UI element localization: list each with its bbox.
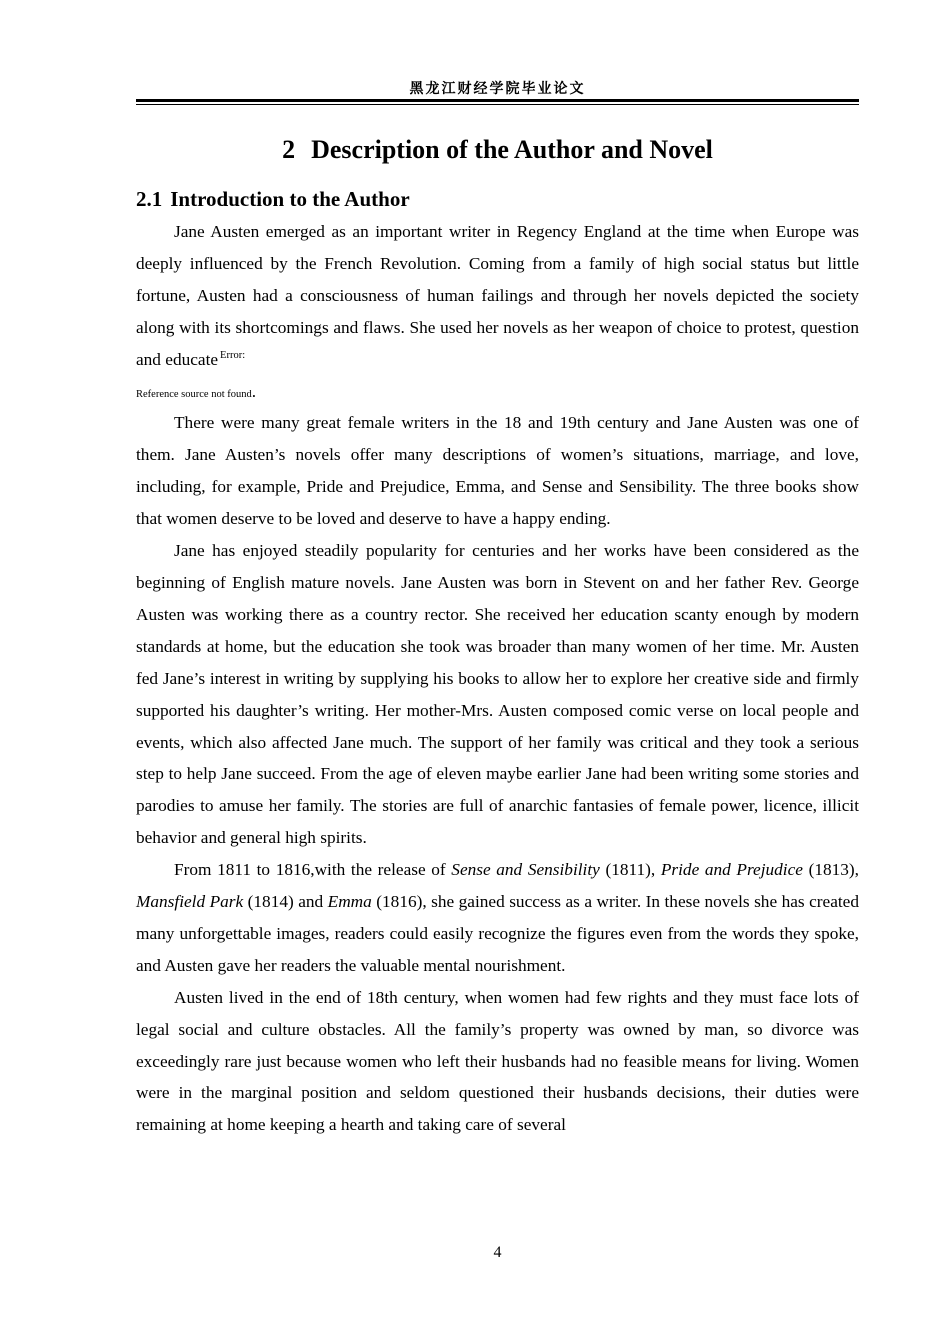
header-rule-thin (136, 104, 859, 105)
page-number: 4 (493, 1244, 502, 1261)
book-title-emma: Emma (327, 892, 372, 912)
chapter-heading (136, 130, 859, 170)
book-title-pride-and-prejudice: Pride and Prejudice (660, 860, 803, 880)
paragraph-1-end: . (251, 381, 257, 401)
paragraph-4-text-3: (1813), (802, 860, 859, 880)
citation-error-superscript: Error: (220, 349, 246, 361)
section-title: Introduction to the Author (170, 187, 410, 211)
paragraph-1 (136, 216, 859, 407)
paragraph-5: Austen lived in the end of 18th century, when women had few rights and they must face lots of legal social and culture obstacles. All the family’s property was owned by man, so divorce was exceedingly rare just because women who left their husbands had no feasible means for living. Women were in the marginal position and seldom questioned their husbands decisions, their duties were remaining at home keeping a hearth and taking care of several (136, 987, 859, 1135)
paragraph-4-text-1: From 1811 to 1816,with the release of (174, 860, 452, 880)
citation-error-note: Reference source not found (136, 388, 252, 400)
section-number: 2.1 (136, 187, 163, 211)
paragraph-1-text: Jane Austen emerged as an important writer in Regency England at the time when Europe was deeply influenced by the French Revolution. Coming from a family of high social status but little fortune, Austen had a consciousness of human failings and through her novels depicted the society along with its shortcomings and flaws. She used her novels as her weapon of choice to protest, question and educate (136, 222, 859, 369)
paragraph-4-text-5: (1816), she gained success as a writer. In these novels she has created many unforgettable images, readers could easily recognize the figures even from the words they spoke, and Austen gave her readers the valuable mental nourishment. (136, 892, 859, 975)
paragraph-4 (136, 854, 859, 982)
section-heading (136, 182, 859, 216)
paragraph-4-text-4: (1814) and (243, 892, 328, 912)
paragraph-4-text-2: (1811), (599, 860, 661, 880)
book-title-sense-and-sensibility: Sense and Sensibility (451, 860, 600, 880)
paragraph-2: There were many great female writers in the 18 and 19th century and Jane Austen was one of them. Jane Austen’s novels offer many descriptions of women’s situations, marriage, and love, including, for example, Pride and Prejudice, Emma, and Sense and Sensibility. The three books show that women deserve to be loved and deserve to have a happy ending. (136, 413, 859, 529)
book-title-mansfield-park: Mansfield Park (136, 892, 244, 912)
header-rule-thick (136, 99, 859, 102)
body-content (136, 130, 859, 1141)
chapter-title: Description of the Author and Novel (311, 135, 713, 164)
paragraph-3: Jane has enjoyed steadily popularity for centuries and her works have been considered as the beginning of English mature novels. Jane Austen was born in Stevent on and her father Rev. George Austen was working there as a country rector. She received her education scanty enough by modern standards at home, but the education she took was broader than many women of her time. Mr. Austen fed Jane’s interest in writing by supplying his books to allow her to explore her creative side and firmly supported his daughter’s writing. Her mother-Mrs. Austen composed comic verse on local people and events, which also affected Jane much. The support of her family was critical and they took a serious step to help Jane succeed. From the age of eleven maybe earlier Jane had been writing some stories and parodies to amuse her family. The stories are full of anarchic fantasies of female power, licence, illicit behavior and general high spirits. (136, 541, 859, 848)
running-header: 黑龙江财经学院毕业论文 (409, 81, 586, 97)
chapter-number: 2 (282, 135, 296, 164)
